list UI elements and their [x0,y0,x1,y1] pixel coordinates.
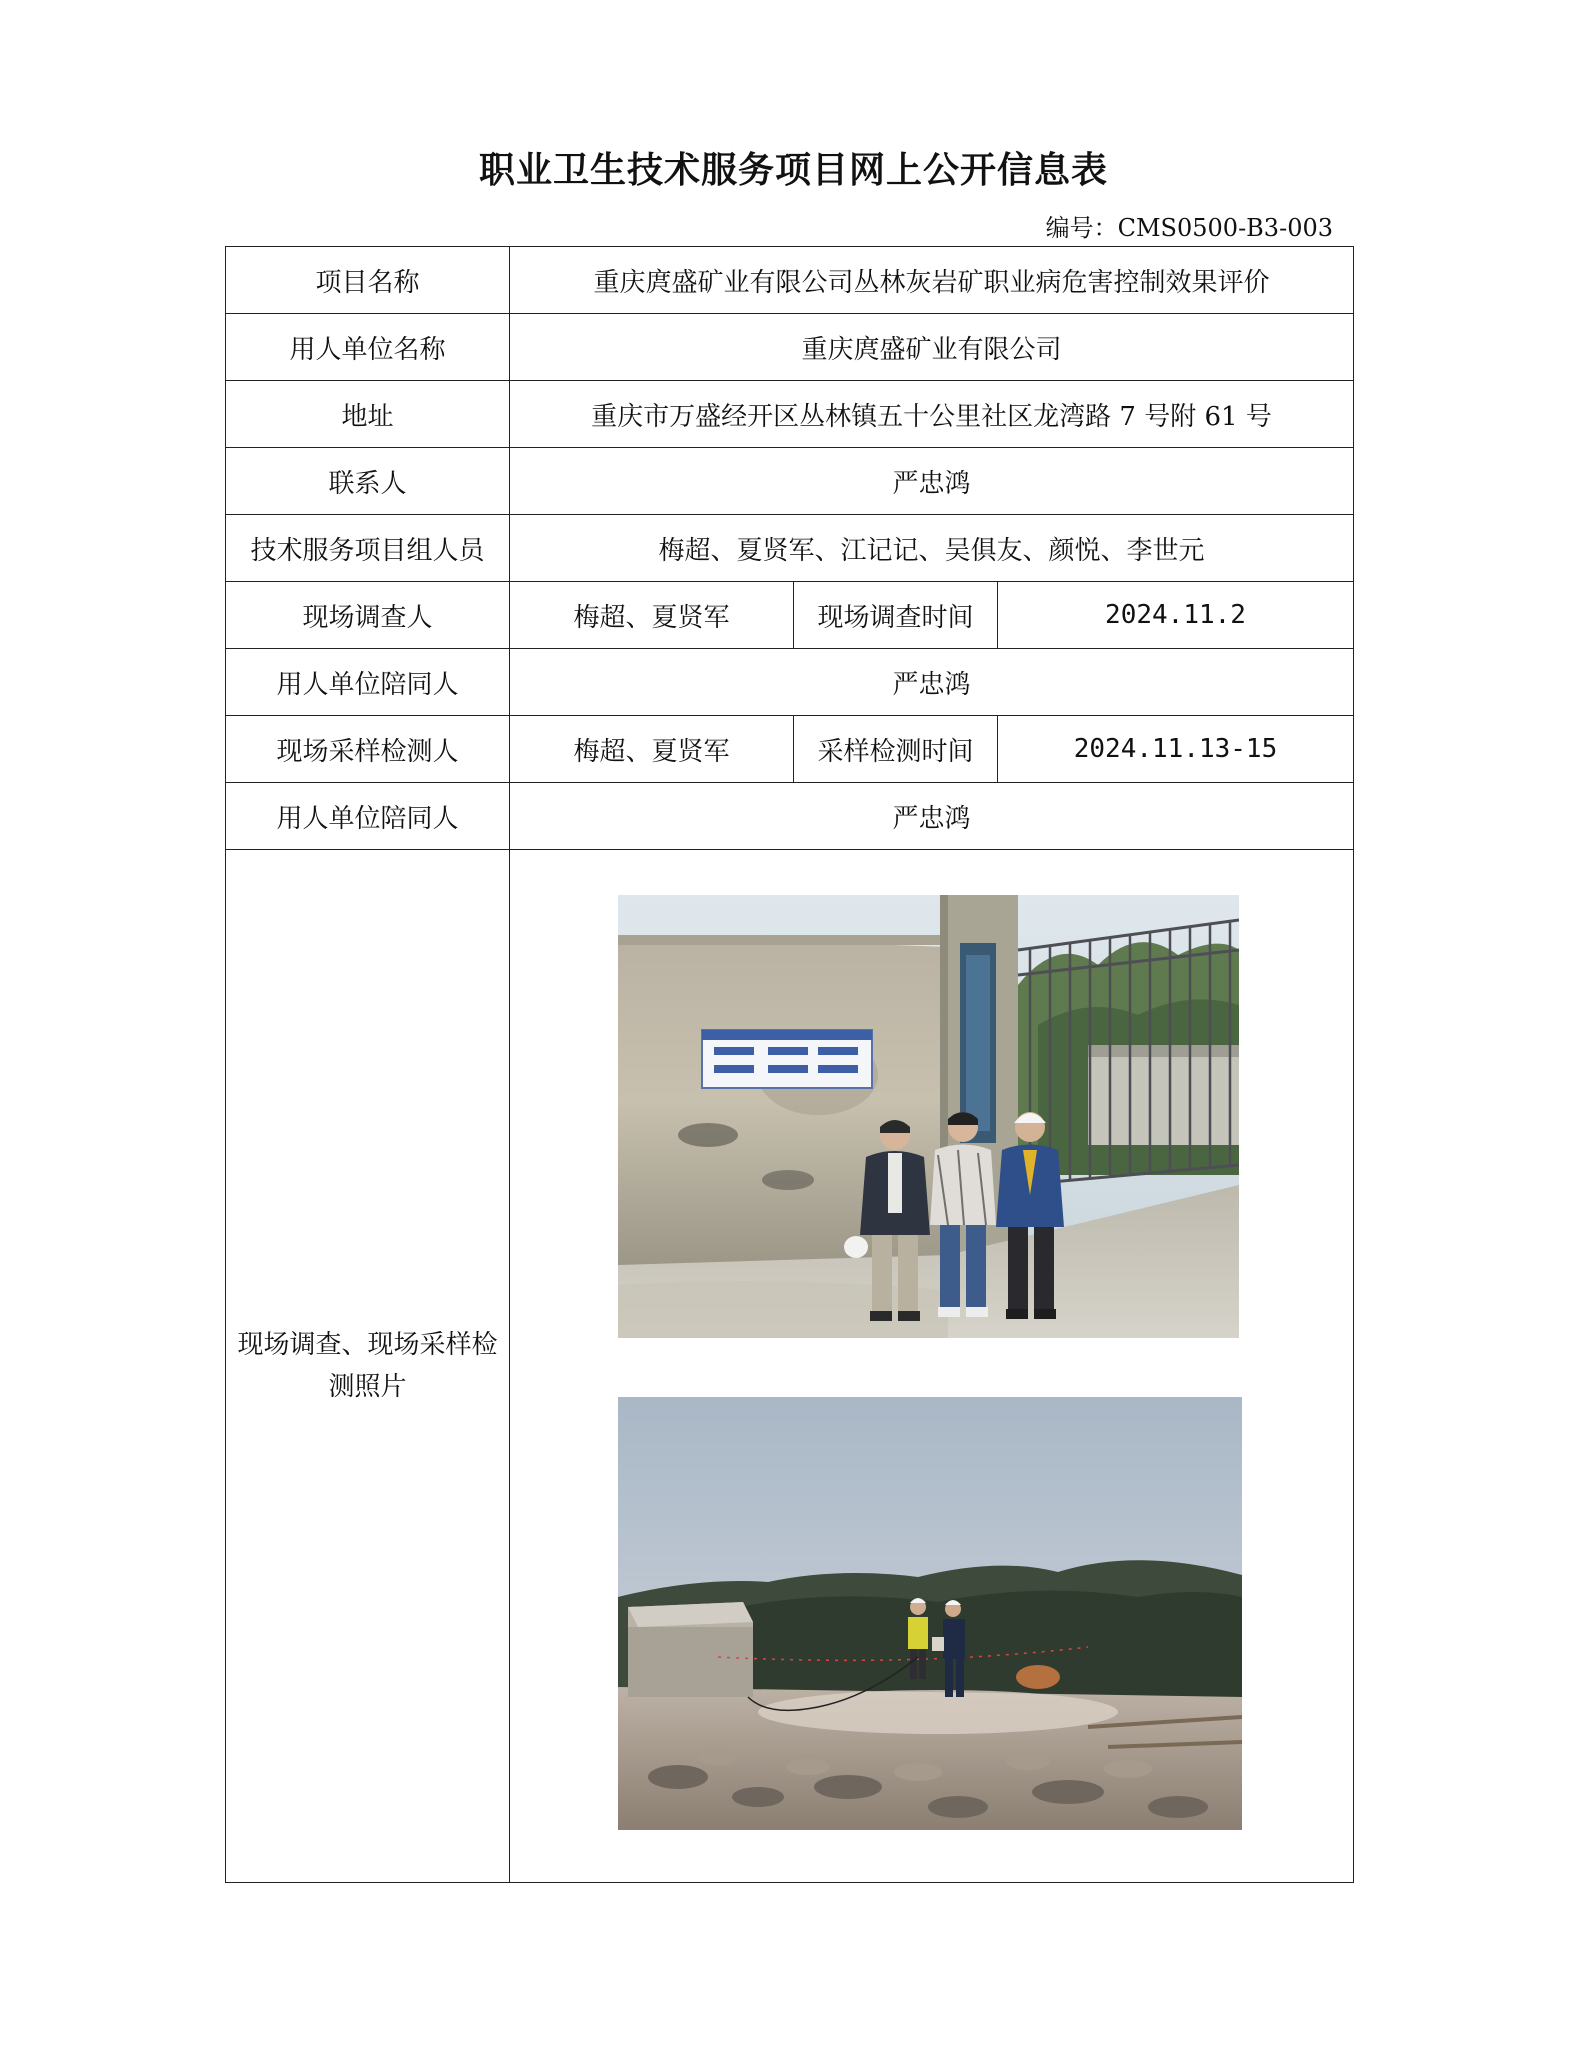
sampling-person-value: 梅超、夏贤军 [510,716,794,783]
site-survey-photo [618,895,1239,1338]
document-number: 编号：CMS0500-B3-003 [1045,214,1333,242]
table-row [226,649,1354,716]
survey-time-label: 现场调查时间 [794,582,998,649]
escort-value: 严忠鸿 [510,783,1354,850]
table-row [226,850,1354,1883]
escort-label: 用人单位陪同人 [226,783,510,850]
table-row [226,247,1354,314]
contact-value: 严忠鸿 [510,448,1354,515]
info-table [225,246,1354,1883]
sampling-time-value: 2024.11.13-15 [998,716,1354,783]
escort-label: 用人单位陪同人 [226,649,510,716]
team-value: 梅超、夏贤军、江记记、吴俱友、颜悦、李世元 [510,515,1354,582]
photos-label: 现场调查、现场采样检测照片 [226,850,510,1883]
contact-label: 联系人 [226,448,510,515]
employer-label: 用人单位名称 [226,314,510,381]
sampling-time-label: 采样检测时间 [794,716,998,783]
survey-person-label: 现场调查人 [226,582,510,649]
table-row [226,783,1354,850]
document-title: 职业卫生技术服务项目网上公开信息表 [478,149,1108,191]
team-label: 技术服务项目组人员 [226,515,510,582]
table-row [226,448,1354,515]
table-row [226,314,1354,381]
sampling-person-label: 现场采样检测人 [226,716,510,783]
table-row [226,515,1354,582]
survey-person-value: 梅超、夏贤军 [510,582,794,649]
survey-time-value: 2024.11.2 [998,582,1354,649]
project-name-label: 项目名称 [226,247,510,314]
table-row [226,582,1354,649]
address-value: 重庆市万盛经开区丛林镇五十公里社区龙湾路 7 号附 61 号 [510,381,1354,448]
employer-value: 重庆庹盛矿业有限公司 [510,314,1354,381]
table-row [226,716,1354,783]
project-name-value: 重庆庹盛矿业有限公司丛林灰岩矿职业病危害控制效果评价 [510,247,1354,314]
photos-cell [510,850,1354,1883]
escort-value: 严忠鸿 [510,649,1354,716]
address-label: 地址 [226,381,510,448]
table-row [226,381,1354,448]
site-sampling-photo [618,1397,1242,1830]
photos-container [510,850,1353,1882]
